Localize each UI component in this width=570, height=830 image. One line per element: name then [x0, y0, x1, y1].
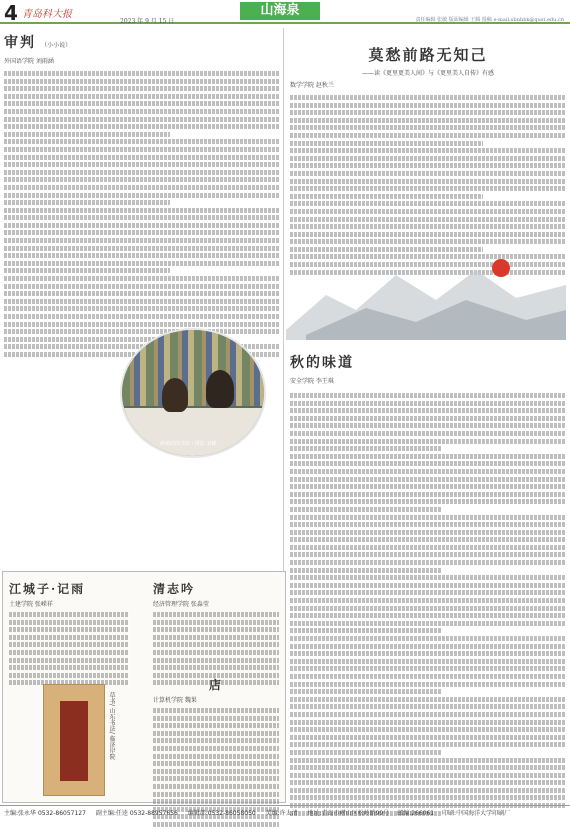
text-line	[4, 193, 280, 198]
text-line	[4, 276, 280, 281]
poetry-box	[2, 571, 286, 803]
text-line	[290, 217, 566, 222]
text-line	[4, 230, 280, 235]
text-line	[290, 628, 442, 633]
poem-byline: 计算机学院 魏果	[153, 697, 197, 704]
text-line	[290, 720, 566, 725]
text-line	[153, 761, 279, 766]
text-line	[153, 731, 279, 736]
text-line	[4, 215, 280, 220]
footer-printer: 印刷:中国海洋大学印刷厂	[442, 810, 511, 817]
text-line	[290, 148, 566, 153]
text-line	[290, 194, 483, 199]
text-line	[290, 393, 566, 398]
text-line	[290, 644, 566, 649]
text-line	[290, 621, 566, 626]
text-line	[153, 799, 279, 804]
text-line	[290, 103, 566, 108]
footer-deputy-phone: 0532-88957656	[129, 810, 178, 817]
library-photo	[120, 328, 266, 458]
text-line	[9, 658, 129, 663]
text-line	[4, 162, 280, 167]
article-byline: 安全学院 李王琪	[290, 378, 334, 385]
text-line	[290, 499, 566, 504]
text-line	[4, 246, 280, 251]
text-line	[4, 261, 280, 266]
text-line	[290, 795, 566, 800]
text-line	[290, 201, 566, 206]
text-line	[290, 492, 566, 497]
text-line	[4, 124, 280, 129]
text-line	[153, 708, 279, 713]
text-line	[153, 642, 279, 647]
text-line	[153, 665, 279, 670]
poem-title: 店	[208, 678, 223, 692]
text-line	[290, 515, 566, 520]
text-line	[290, 545, 566, 550]
text-line	[153, 784, 279, 789]
text-line	[4, 299, 280, 304]
text-line	[4, 139, 280, 144]
text-line	[290, 742, 566, 747]
article-title: 秋的味道	[290, 355, 354, 371]
text-line	[4, 314, 280, 319]
article-shenpan	[4, 32, 280, 360]
text-line	[4, 94, 280, 99]
photo-caption: 静谧的图书馆 / 摄影 刘鹏	[160, 441, 217, 447]
text-line	[290, 522, 566, 527]
text-line	[4, 322, 280, 327]
text-line	[9, 642, 129, 647]
text-line	[153, 716, 279, 721]
text-line	[290, 712, 566, 717]
text-line	[153, 658, 279, 663]
ink-mountain-art	[286, 240, 566, 340]
text-line	[290, 666, 566, 671]
text-line	[4, 155, 280, 160]
poem-title: 江城子·记雨	[9, 582, 86, 596]
text-line	[4, 223, 280, 228]
article-title: 审判	[4, 35, 36, 51]
text-line	[290, 552, 566, 557]
text-line	[4, 117, 280, 122]
text-line	[4, 208, 280, 213]
poem-qingzhiyin	[153, 580, 279, 688]
text-line	[290, 133, 566, 138]
text-line	[290, 568, 442, 573]
text-line	[290, 446, 442, 451]
text-line	[290, 750, 442, 755]
text-line	[290, 765, 566, 770]
text-line	[9, 635, 129, 640]
paper-logo: 青岛科大报	[22, 9, 72, 20]
text-line	[290, 171, 566, 176]
text-line	[290, 431, 566, 436]
text-line	[153, 738, 279, 743]
text-line	[290, 401, 566, 406]
text-line	[290, 224, 566, 229]
text-line	[4, 109, 280, 114]
text-line	[290, 598, 566, 603]
poem-jiangchengzi	[9, 580, 129, 688]
text-line	[290, 156, 566, 161]
text-line	[290, 758, 566, 763]
text-line	[153, 746, 279, 751]
text-line	[290, 163, 566, 168]
text-line	[9, 673, 129, 678]
text-line	[9, 650, 129, 655]
article-byline: 外国语学院 刘雨涵	[4, 58, 54, 65]
poem-title: 清志吟	[153, 582, 196, 596]
text-line	[9, 627, 129, 632]
masthead	[0, 0, 570, 24]
article-subtitle: ——读《更里更美人间》与《更里美人自传》有感	[361, 70, 494, 77]
poem-byline: 经济管理学院 张淼莹	[153, 601, 209, 608]
text-line	[9, 665, 129, 670]
text-line	[153, 754, 279, 759]
text-line	[4, 86, 280, 91]
text-line	[290, 454, 566, 459]
text-line	[290, 780, 566, 785]
text-line	[4, 147, 280, 152]
text-line	[290, 682, 566, 687]
text-line	[290, 469, 566, 474]
text-line	[290, 95, 566, 100]
text-line	[290, 788, 566, 793]
text-line	[290, 125, 566, 130]
text-line	[4, 284, 280, 289]
text-line	[290, 118, 566, 123]
footer-chief-phone: 0532-86057127	[37, 810, 86, 817]
footer-deputy: 副主编:任逵	[95, 810, 128, 817]
calligraphy-caption: 草书/ 山东书法/ 临济岸院	[108, 692, 115, 760]
text-line	[153, 612, 279, 617]
text-line	[153, 769, 279, 774]
text-line	[153, 776, 279, 781]
article-byline: 数学学院 赵秋兰	[290, 82, 334, 89]
text-line	[290, 674, 566, 679]
text-line	[290, 583, 566, 588]
text-line	[290, 408, 566, 413]
text-line	[290, 507, 442, 512]
text-line	[290, 530, 566, 535]
issue-date: 2023 年 9 月 15 日	[120, 18, 175, 25]
text-line	[4, 79, 280, 84]
text-line	[290, 110, 566, 115]
footer-zip: 邮编:266061	[397, 810, 435, 817]
text-line	[4, 291, 280, 296]
text-line	[4, 200, 170, 205]
text-line	[290, 773, 566, 778]
text-line	[290, 477, 566, 482]
footer-office: 编辑部:0532-86058050	[187, 810, 256, 817]
text-line	[290, 209, 566, 214]
text-line	[290, 590, 566, 595]
text-line	[153, 792, 279, 797]
footer-design: 美编:许太清	[265, 810, 298, 817]
text-line	[290, 606, 566, 611]
text-line	[290, 704, 566, 709]
text-line	[290, 439, 566, 444]
text-line	[290, 537, 566, 542]
text-line	[4, 101, 280, 106]
text-line	[153, 650, 279, 655]
text-line	[290, 689, 442, 694]
text-line	[153, 723, 279, 728]
page-number: 4	[4, 1, 18, 25]
text-line	[4, 306, 280, 311]
article-qiu	[290, 352, 566, 818]
text-line	[4, 253, 280, 258]
text-line	[290, 423, 566, 428]
text-line	[290, 416, 566, 421]
text-line	[290, 179, 566, 184]
text-line	[290, 727, 566, 732]
footer-address: 地址:青岛市崂山区松岭路99号	[307, 810, 390, 817]
text-line	[290, 560, 566, 565]
editor-info: 责任编辑 张敏 版面编辑 王腾 投稿 e-mail:xbnhbk@qust.edu.cn	[415, 17, 564, 23]
text-line	[290, 186, 566, 191]
text-line	[4, 132, 170, 137]
text-line	[290, 461, 566, 466]
text-line	[290, 735, 566, 740]
text-line	[4, 170, 280, 175]
section-title: 山海泉	[240, 2, 320, 20]
text-line	[290, 651, 566, 656]
text-line	[153, 822, 279, 827]
calligraphy-image	[43, 684, 105, 796]
text-line	[153, 620, 279, 625]
text-line	[4, 177, 280, 182]
text-line	[4, 268, 170, 273]
footer	[0, 805, 570, 821]
text-line	[290, 232, 566, 237]
text-line	[290, 484, 566, 489]
text-line	[290, 141, 483, 146]
footer-chief: 主编:张永华	[4, 810, 37, 817]
text-line	[153, 635, 279, 640]
text-line	[153, 627, 279, 632]
text-line	[290, 659, 566, 664]
text-line	[4, 238, 280, 243]
poem-byline: 土建学院 张嵘祥	[9, 601, 53, 608]
article-subtitle: （小小说）	[41, 42, 72, 49]
text-line	[4, 185, 280, 190]
text-line	[9, 620, 129, 625]
text-line	[290, 697, 566, 702]
text-line	[290, 636, 566, 641]
text-line	[4, 71, 280, 76]
article-title: 莫愁前路无知己	[368, 46, 488, 64]
text-line	[290, 575, 566, 580]
text-line	[290, 613, 566, 618]
text-line	[9, 612, 129, 617]
